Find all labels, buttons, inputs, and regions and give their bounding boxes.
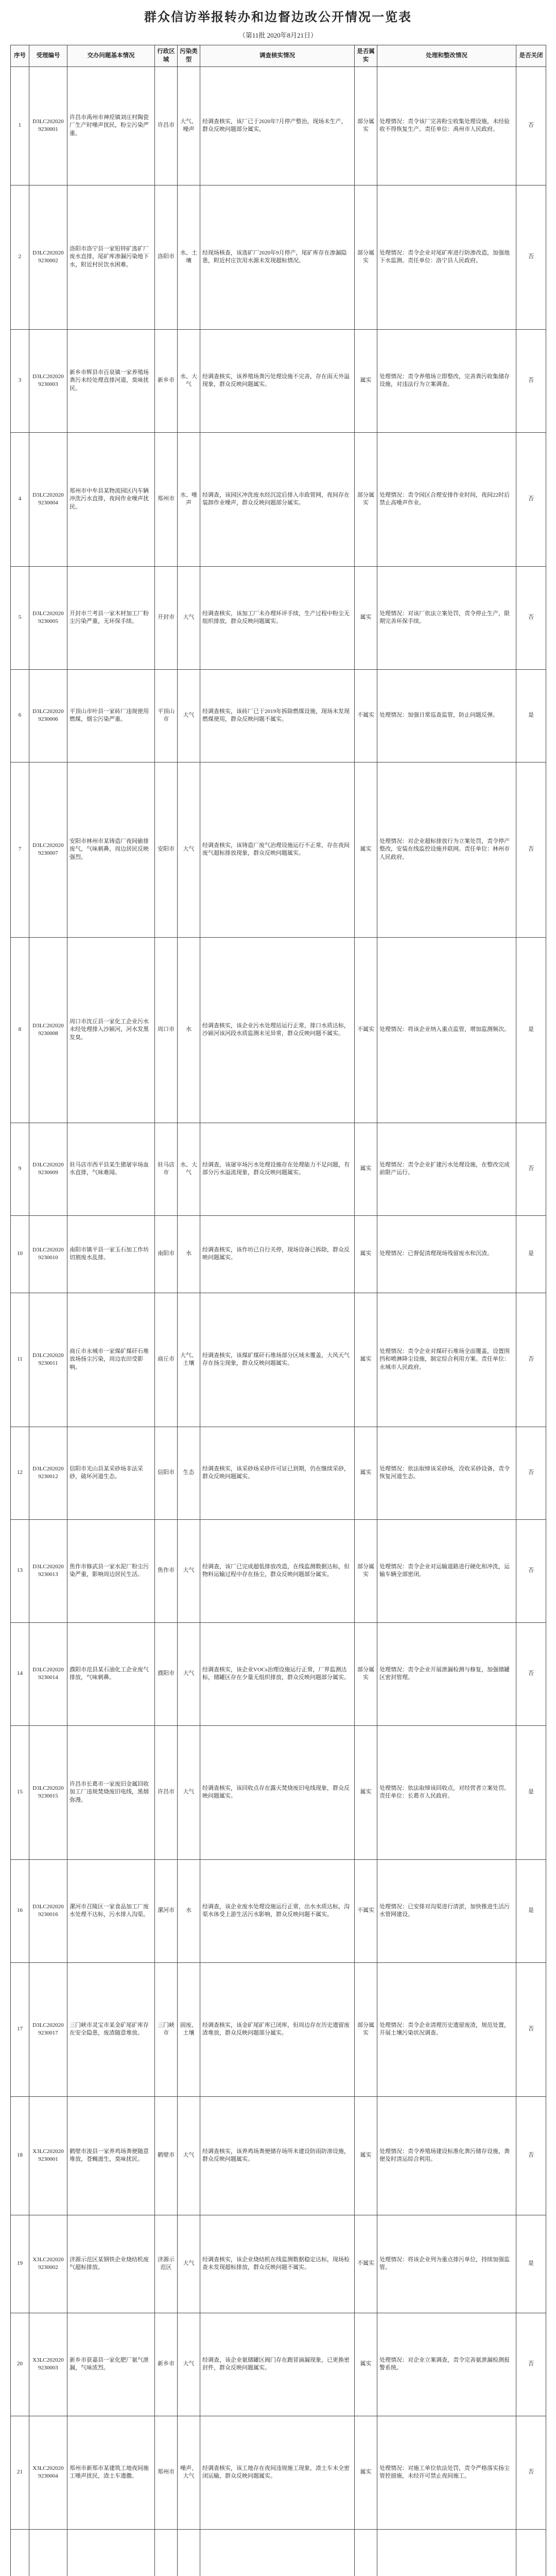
- row-number: 4: [11, 432, 29, 566]
- row-type: [178, 2529, 200, 2576]
- row-closed: 是: [516, 2215, 546, 2313]
- row-handling: 处理情况：已督促清理现场残留废水和沉渣。: [377, 1215, 516, 1293]
- row-handling: [377, 2529, 516, 2576]
- row-number: 3: [11, 329, 29, 432]
- page: [10, 0, 546, 2576]
- row-closed: 是: [516, 1215, 546, 1293]
- row-type: 大气: [178, 2215, 200, 2313]
- row-issue: 郑州市新郑市某建筑工地夜间施工噪声扰民，渣土车遗撒。: [67, 2416, 155, 2529]
- row-issue: 开封市兰考县一家木材加工厂粉尘污染严重，无环保手续。: [67, 566, 155, 669]
- complaint-table: [10, 45, 546, 2576]
- row-verified: 属实: [355, 1215, 377, 1293]
- row-area: 济源示范区: [155, 2215, 178, 2313]
- row-handling: 处理情况：依法取缔该回收点，对经营者立案处罚。责任单位：长葛市人民政府。: [377, 1725, 516, 1859]
- row-handling: 处理情况：将该企业列为重点排污单位，持续加强监管。: [377, 2215, 516, 2313]
- table-row: [11, 2529, 546, 2576]
- row-verified: 不属实: [355, 2215, 377, 2313]
- table-row: [11, 1622, 546, 1725]
- row-code: D3LC2020209230011: [29, 1293, 67, 1427]
- row-area: 安阳市: [155, 762, 178, 937]
- row-closed: 否: [516, 1622, 546, 1725]
- row-handling: 处理情况：责令园区合理安排作业时间，夜间22时后禁止高噪声作业。: [377, 432, 516, 566]
- row-area: 驻马店市: [155, 1123, 178, 1215]
- row-verified: 部分属实: [355, 66, 377, 185]
- row-number: 12: [11, 1427, 29, 1519]
- row-type: 大气: [178, 762, 200, 937]
- header-area: 行政区域: [155, 45, 178, 66]
- row-type: 噪声、大气: [178, 2416, 200, 2529]
- row-issue: 新乡市获嘉县一家化肥厂氨气泄漏，气味浓烈。: [67, 2313, 155, 2416]
- row-verified: 不属实: [355, 1859, 377, 1962]
- row-verified: 属实: [355, 2096, 377, 2215]
- table-row: [11, 762, 546, 937]
- row-type: 大气: [178, 1622, 200, 1725]
- row-code: X3LC2020209230004: [29, 2416, 67, 2529]
- row-investigation: 经调查核实，该企业VOCs治理设施运行正常，厂界监测达标，储罐区存在少量无组织排放，群众反映问题部分属实。: [200, 1622, 355, 1725]
- row-investigation: 经调查核实，该砖厂已于2019年拆除燃煤设施，现场未发现燃煤使用，群众反映问题不属实。: [200, 669, 355, 762]
- row-closed: 否: [516, 2313, 546, 2416]
- table-row: [11, 566, 546, 669]
- row-issue: 济源示范区某钢铁企业烧结机废气超标排放。: [67, 2215, 155, 2313]
- row-closed: 否: [516, 1962, 546, 2096]
- table-row: [11, 669, 546, 762]
- row-type: 大气: [178, 669, 200, 762]
- row-closed: 否: [516, 66, 546, 185]
- row-number: 15: [11, 1725, 29, 1859]
- row-investigation: 经调查，该屠宰场污水处理设施存在处理能力不足问题，有部分污水溢流现象，群众反映问题属实。: [200, 1123, 355, 1215]
- row-number: 9: [11, 1123, 29, 1215]
- row-area: 濮阳市: [155, 1622, 178, 1725]
- row-handling: 处理情况：责令养殖场立即整改，完善粪污收集储存设施，对违法行为立案调查。: [377, 329, 516, 432]
- table-row: [11, 1859, 546, 1962]
- row-issue: 驻马店市西平县某生猪屠宰场血水直排，气味难闻。: [67, 1123, 155, 1215]
- row-closed: 否: [516, 2416, 546, 2529]
- header-code: 受理编号: [29, 45, 67, 66]
- table-row: [11, 1725, 546, 1859]
- row-code: D3LC2020209230006: [29, 669, 67, 762]
- row-area: [155, 2529, 178, 2576]
- row-area: 郑州市: [155, 2416, 178, 2529]
- row-investigation: 经现场核查，该选矿厂2020年9月停产，尾矿库存在渗漏隐患，附近村庄饮用水源未发现超标情况。: [200, 185, 355, 329]
- row-verified: 部分属实: [355, 432, 377, 566]
- row-code: D3LC2020209230002: [29, 185, 67, 329]
- row-type: 大气: [178, 2096, 200, 2215]
- row-type: 水: [178, 1859, 200, 1962]
- document-subtitle: （第11批 2020年8月21日）: [238, 31, 318, 39]
- table-row: [11, 1427, 546, 1519]
- row-handling: 处理情况：对企业立案调查，责令完善氨泄漏检测报警系统。: [377, 2313, 516, 2416]
- row-number: 10: [11, 1215, 29, 1293]
- row-investigation: 经调查核实，该煤矿煤矸石堆场部分区域未覆盖，大风天气存在扬尘现象，群众反映问题属实。: [200, 1293, 355, 1427]
- row-issue: 许昌市长葛市一家废旧金属回收加工厂违规焚烧废旧电线，黑烟弥漫。: [67, 1725, 155, 1859]
- row-verified: 属实: [355, 1427, 377, 1519]
- row-area: 鹤壁市: [155, 2096, 178, 2215]
- row-number: 20: [11, 2313, 29, 2416]
- table-row: [11, 2416, 546, 2529]
- row-code: D3LC2020209230005: [29, 566, 67, 669]
- header-type: 污染类型: [178, 45, 200, 66]
- row-type: 固废、土壤: [178, 1962, 200, 2096]
- row-issue: 平顶山市叶县一家砖厂违规使用燃煤，烟尘污染严重。: [67, 669, 155, 762]
- row-investigation: 经调查核实，该养鸡场粪便储存场所未建设防雨防渗设施，群众反映问题属实。: [200, 2096, 355, 2215]
- row-number: 11: [11, 1293, 29, 1427]
- row-code: D3LC2020209230004: [29, 432, 67, 566]
- row-handling: 处理情况：对该厂依法立案处罚，责令停止生产，限期完善环保手续。: [377, 566, 516, 669]
- table-row: [11, 1962, 546, 2096]
- row-handling: 处理情况：将该企业纳入重点监管，增加监测频次。: [377, 937, 516, 1123]
- row-number: 21: [11, 2416, 29, 2529]
- row-code: D3LC2020209230007: [29, 762, 67, 937]
- row-number: 2: [11, 185, 29, 329]
- row-number: 14: [11, 1622, 29, 1725]
- row-handling: 处理情况：责令企业对运输道路进行硬化和冲洗，运输车辆全部密闭。: [377, 1519, 516, 1622]
- row-type: 大气、噪声: [178, 66, 200, 185]
- table-row: [11, 432, 546, 566]
- row-verified: 不属实: [355, 937, 377, 1123]
- row-code: D3LC2020209230014: [29, 1622, 67, 1725]
- row-verified: 属实: [355, 1725, 377, 1859]
- row-verified: 属实: [355, 2416, 377, 2529]
- row-issue: 郑州市中牟县某物流园区内车辆冲洗污水直排，夜间作业噪声扰民。: [67, 432, 155, 566]
- row-closed: 否: [516, 1427, 546, 1519]
- table-header-row: [11, 45, 546, 66]
- row-closed: 是: [516, 1859, 546, 1962]
- row-verified: [355, 2529, 377, 2576]
- row-number: 16: [11, 1859, 29, 1962]
- row-investigation: 经调查核实，该加工厂未办理环评手续，生产过程中粉尘无组织排放，群众反映问题属实。: [200, 566, 355, 669]
- row-closed: 否: [516, 432, 546, 566]
- row-code: X3LC2020209230001: [29, 2096, 67, 2215]
- row-investigation: [200, 2529, 355, 2576]
- row-type: 水、大气: [178, 329, 200, 432]
- row-code: D3LC2020209230008: [29, 937, 67, 1123]
- table-row: [11, 329, 546, 432]
- row-investigation: 经调查，该园区冲洗废水经沉淀后排入市政管网，夜间存在装卸作业噪声，群众反映问题部分属实。: [200, 432, 355, 566]
- row-handling: 处理情况：责令该厂完善粉尘收集处理设施，未经验收不得恢复生产。责任单位：禹州市人民政府。: [377, 66, 516, 185]
- row-area: 三门峡市: [155, 1962, 178, 2096]
- row-handling: 处理情况：责令企业开展泄漏检测与修复，加强储罐区密封管理。: [377, 1622, 516, 1725]
- row-code: [29, 2529, 67, 2576]
- header-handling: 处理和整改情况: [377, 45, 516, 66]
- row-number: 7: [11, 762, 29, 937]
- header-closed: 是否关闭: [516, 45, 546, 66]
- row-area: 南阳市: [155, 1215, 178, 1293]
- row-closed: [516, 2529, 546, 2576]
- row-verified: 部分属实: [355, 1622, 377, 1725]
- row-closed: 否: [516, 1293, 546, 1427]
- row-area: 焦作市: [155, 1519, 178, 1622]
- row-investigation: 经调查核实，该采砂场采砂许可证已到期，仍在继续采砂，群众反映问题属实。: [200, 1427, 355, 1519]
- row-verified: 属实: [355, 1123, 377, 1215]
- row-issue: 许昌市禹州市神垕镇刘庄村陶瓷厂生产时噪声扰民，粉尘污染严重。: [67, 66, 155, 185]
- row-code: D3LC2020209230003: [29, 329, 67, 432]
- row-number: 6: [11, 669, 29, 762]
- row-investigation: 经调查，该企业氨储罐区阀门存在跑冒滴漏现象，已更换密封件，群众反映问题属实。: [200, 2313, 355, 2416]
- row-type: 大气、土壤: [178, 1293, 200, 1427]
- row-investigation: 经调查核实，该企业污水处理站运行正常，排口水质达标，沙颍河该河段水质监测未见异常，群众反映问题不属实。: [200, 937, 355, 1123]
- row-type: 水、大气: [178, 1123, 200, 1215]
- row-area: 洛阳市: [155, 185, 178, 329]
- row-code: D3LC2020209230013: [29, 1519, 67, 1622]
- row-number: 5: [11, 566, 29, 669]
- row-closed: 是: [516, 669, 546, 762]
- row-issue: 安阳市林州市某铸造厂夜间偷排废气，气味刺鼻，周边居民反映强烈。: [67, 762, 155, 937]
- row-handling: 处理情况：责令企业对煤矸石堆场全面覆盖，设置围挡和喷淋降尘设施，制定综合利用方案。责任单位：永城市人民政府。: [377, 1293, 516, 1427]
- header-true: 是否属实: [355, 45, 377, 66]
- row-type: 水、土壤: [178, 185, 200, 329]
- table-row: [11, 937, 546, 1123]
- row-code: D3LC2020209230017: [29, 1962, 67, 2096]
- row-number: 13: [11, 1519, 29, 1622]
- row-handling: 处理情况：已安排对沟渠进行清淤，加快推进生活污水管网建设。: [377, 1859, 516, 1962]
- row-code: D3LC2020209230001: [29, 66, 67, 185]
- row-issue: 漯河市召陵区一家食品加工厂废水处理不达标，污水排入沟渠。: [67, 1859, 155, 1962]
- row-code: D3LC2020209230009: [29, 1123, 67, 1215]
- row-area: 郑州市: [155, 432, 178, 566]
- row-handling: 处理情况：责令企业清理历史遗留废渣，规范处置，开展土壤污染状况调查。: [377, 1962, 516, 2096]
- row-type: 生态: [178, 1427, 200, 1519]
- row-issue: 三门峡市灵宝市某金矿尾矿库存在安全隐患，废渣随意堆放。: [67, 1962, 155, 2096]
- document-title: 群众信访举报转办和边督边改公开情况一览表: [144, 11, 412, 24]
- row-handling: 处理情况：对企业超标排放行为立案处罚，责令停产整改，安装在线监控设施并联网。责任单位：林州市人民政府。: [377, 762, 516, 937]
- row-verified: 部分属实: [355, 1962, 377, 2096]
- row-number: 17: [11, 1962, 29, 2096]
- row-type: 大气: [178, 1519, 200, 1622]
- row-closed: 是: [516, 937, 546, 1123]
- row-investigation: 经调查核实，该工地存在夜间违规施工现象，渣土车未全密闭运输，群众反映问题属实。: [200, 2416, 355, 2529]
- row-area: 许昌市: [155, 1725, 178, 1859]
- row-code: X3LC2020209230003: [29, 2313, 67, 2416]
- row-investigation: 经调查核实，该作坊已自行关停，现场设备已拆除，群众反映问题属实。: [200, 1215, 355, 1293]
- row-verified: 属实: [355, 2313, 377, 2416]
- row-issue: 南阳市镇平县一家玉石加工作坊切割废水乱排。: [67, 1215, 155, 1293]
- table-body: [11, 66, 546, 2576]
- row-number: 1: [11, 66, 29, 185]
- row-area: 商丘市: [155, 1293, 178, 1427]
- row-issue: 濮阳市范县某石油化工企业废气排放，气味刺鼻。: [67, 1622, 155, 1725]
- row-closed: 否: [516, 1519, 546, 1622]
- row-investigation: 经调查核实，该回收点存在露天焚烧废旧电线现象，群众反映问题属实。: [200, 1725, 355, 1859]
- row-area: 新乡市: [155, 329, 178, 432]
- row-handling: 处理情况：责令养殖场建设标准化粪污储存设施，粪便及时清运综合利用。: [377, 2096, 516, 2215]
- table-row: [11, 185, 546, 329]
- row-type: 大气: [178, 2313, 200, 2416]
- header-issue: 交办问题基本情况: [67, 45, 155, 66]
- row-area: 漯河市: [155, 1859, 178, 1962]
- row-verified: 属实: [355, 1293, 377, 1427]
- row-type: 水: [178, 937, 200, 1123]
- table-row: [11, 1215, 546, 1293]
- row-investigation: 经调查核实，该企业烧结机在线监测数据稳定达标，现场检查未发现超标排放，群众反映问题不属实。: [200, 2215, 355, 2313]
- row-issue: 周口市沈丘县一家化工企业污水未经处理排入沙颍河，河水发黑发臭。: [67, 937, 155, 1123]
- row-issue: 新乡市辉县市百泉镇一家养殖场粪污未经处理直排河道，臭味扰民。: [67, 329, 155, 432]
- header-no: 序号: [11, 45, 29, 66]
- row-number: 19: [11, 2215, 29, 2313]
- row-area: 平顶山市: [155, 669, 178, 762]
- row-closed: 否: [516, 566, 546, 669]
- row-verified: 属实: [355, 329, 377, 432]
- row-handling: 处理情况：依法取缔该采砂场，没收采砂设备，责令恢复河道生态。: [377, 1427, 516, 1519]
- row-issue: 洛阳市洛宁县一家铅锌矿选矿厂废水直排，尾矿库渗漏污染地下水，附近村民饮水困难。: [67, 185, 155, 329]
- row-issue: 焦作市修武县一家水泥厂粉尘污染严重，影响周边居民生活。: [67, 1519, 155, 1622]
- row-verified: 不属实: [355, 669, 377, 762]
- table-row: [11, 1293, 546, 1427]
- row-handling: 处理情况：责令企业对尾矿库进行防渗改造，加强地下水监测。责任单位：洛宁县人民政府。: [377, 185, 516, 329]
- row-area: 周口市: [155, 937, 178, 1123]
- row-code: D3LC2020209230016: [29, 1859, 67, 1962]
- row-verified: 属实: [355, 566, 377, 669]
- row-area: 新乡市: [155, 2313, 178, 2416]
- row-number: 8: [11, 937, 29, 1123]
- row-issue: [67, 2529, 155, 2576]
- row-area: 开封市: [155, 566, 178, 669]
- row-investigation: 经调查核实，该金矿尾矿库已闭库，但周边存在历史遗留废渣堆放，群众反映问题部分属实。: [200, 1962, 355, 2096]
- row-code: D3LC2020209230010: [29, 1215, 67, 1293]
- row-area: 许昌市: [155, 66, 178, 185]
- row-verified: 部分属实: [355, 185, 377, 329]
- row-type: 大气: [178, 566, 200, 669]
- row-area: 信阳市: [155, 1427, 178, 1519]
- row-investigation: 经调查，该厂已完成超低排放改造，在线监测数据达标，但物料运输过程中存在扬尘，群众反映问题部分属实。: [200, 1519, 355, 1622]
- row-issue: 鹤壁市浚县一家养鸡场粪便随意堆放，苍蝇滋生，臭味扰民。: [67, 2096, 155, 2215]
- row-issue: 商丘市永城市一家煤矿煤矸石堆放场扬尘污染，周边农田受影响。: [67, 1293, 155, 1427]
- row-code: X3LC2020209230002: [29, 2215, 67, 2313]
- row-closed: 否: [516, 2096, 546, 2215]
- table-row: [11, 1519, 546, 1622]
- row-handling: 处理情况：对施工单位依法处罚，责令严格落实扬尘管控措施，未经许可禁止夜间施工。: [377, 2416, 516, 2529]
- row-code: D3LC2020209230012: [29, 1427, 67, 1519]
- table-row: [11, 2096, 546, 2215]
- row-type: 水: [178, 1215, 200, 1293]
- row-investigation: 经调查核实，该养殖场粪污处理设施不完善，存在雨天外溢现象，群众反映问题属实。: [200, 329, 355, 432]
- row-investigation: 经调查核实，该厂已于2020年7月停产整治，现场未生产，群众反映问题部分属实。: [200, 66, 355, 185]
- row-type: 大气: [178, 1725, 200, 1859]
- row-number: 18: [11, 2096, 29, 2215]
- header-investigation: 调查核实情况: [200, 45, 355, 66]
- table-row: [11, 2313, 546, 2416]
- row-issue: 信阳市光山县某采砂场非法采砂，破坏河道生态。: [67, 1427, 155, 1519]
- row-investigation: 经调查核实，该铸造厂废气治理设施运行不正常，存在夜间废气超标排放现象，群众反映问题属实。: [200, 762, 355, 937]
- row-code: D3LC2020209230015: [29, 1725, 67, 1859]
- row-handling: 处理情况：加强日常巡查监管，防止问题反弹。: [377, 669, 516, 762]
- row-closed: 否: [516, 329, 546, 432]
- table-row: [11, 66, 546, 185]
- row-closed: 是: [516, 1725, 546, 1859]
- row-verified: 属实: [355, 762, 377, 937]
- row-closed: 否: [516, 1123, 546, 1215]
- row-verified: 部分属实: [355, 1519, 377, 1622]
- row-handling: 处理情况：责令企业扩建污水处理设施，在整改完成前限产运行。: [377, 1123, 516, 1215]
- table-row: [11, 2215, 546, 2313]
- row-closed: 否: [516, 185, 546, 329]
- table-row: [11, 1123, 546, 1215]
- row-type: 水、噪声: [178, 432, 200, 566]
- row-investigation: 经调查，该企业废水处理设施运行正常，出水水质达标，沟渠水体受上游生活污水影响，群众反映问题不属实。: [200, 1859, 355, 1962]
- row-number: [11, 2529, 29, 2576]
- row-closed: 否: [516, 762, 546, 937]
